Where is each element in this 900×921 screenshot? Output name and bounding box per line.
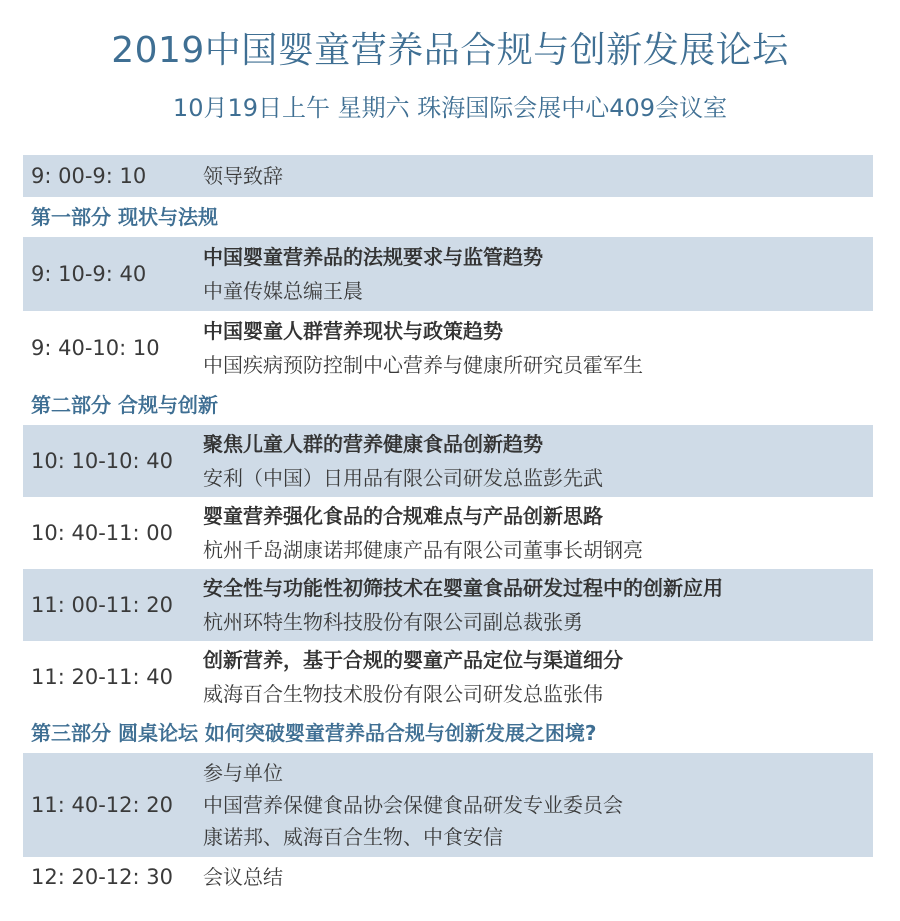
time-slot: 9: 10-9: 40 bbox=[31, 262, 147, 286]
roundtable-org: 中国营养保健食品协会保健食品研发专业委员会 bbox=[203, 793, 623, 817]
time-slot: 10: 40-11: 00 bbox=[31, 521, 173, 545]
section-heading-2: 第二部分 合规与创新 bbox=[31, 393, 218, 417]
talk-topic: 中国婴童营养品的法规要求与监管趋势 bbox=[203, 245, 543, 269]
time-slot: 9: 00-9: 10 bbox=[31, 164, 147, 188]
section-heading-3: 第三部分 圆桌论坛 如何突破婴童营养品合规与创新发展之困境? bbox=[31, 721, 597, 745]
talk-speaker: 杭州环特生物科技股份有限公司副总裁张勇 bbox=[203, 610, 583, 634]
agenda-row bbox=[23, 311, 873, 385]
time-slot: 12: 20-12: 30 bbox=[31, 865, 173, 889]
agenda-table bbox=[23, 155, 873, 897]
roundtable-participants: 康诺邦、威海百合生物、中食安信 bbox=[203, 825, 503, 849]
agenda-row-opening bbox=[23, 155, 873, 197]
time-slot: 11: 20-11: 40 bbox=[31, 665, 173, 689]
time-slot: 9: 40-10: 10 bbox=[31, 336, 160, 360]
talk-topic: 创新营养，基于合规的婴童产品定位与渠道细分 bbox=[203, 648, 623, 672]
talk-topic: 婴童营养强化食品的合规难点与产品创新思路 bbox=[203, 504, 603, 528]
agenda-row bbox=[23, 569, 873, 641]
talk-topic: 中国婴童人群营养现状与政策趋势 bbox=[203, 319, 503, 343]
forum-title: 2019中国婴童营养品合规与创新发展论坛 bbox=[111, 30, 789, 71]
agenda-row-closing bbox=[23, 857, 873, 897]
time-slot: 10: 10-10: 40 bbox=[31, 449, 173, 473]
agenda-row bbox=[23, 425, 873, 497]
agenda-row bbox=[23, 237, 873, 311]
talk-topic: 安全性与功能性初筛技术在婴童食品研发过程中的创新应用 bbox=[203, 576, 723, 600]
talk-speaker: 中童传媒总编王晨 bbox=[203, 279, 363, 303]
agenda-row bbox=[23, 497, 873, 569]
talk-speaker: 中国疾病预防控制中心营养与健康所研究员霍军生 bbox=[203, 353, 643, 377]
talk-speaker: 安利（中国）日用品有限公司研发总监彭先武 bbox=[203, 466, 603, 490]
time-slot: 11: 00-11: 20 bbox=[31, 593, 173, 617]
roundtable-label: 参与单位 bbox=[203, 761, 283, 785]
time-slot: 11: 40-12: 20 bbox=[31, 793, 173, 817]
talk-speaker: 威海百合生物技术股份有限公司研发总监张伟 bbox=[203, 682, 603, 706]
forum-subtitle: 10月19日上午 星期六 珠海国际会展中心409会议室 bbox=[172, 94, 728, 122]
agenda-row bbox=[23, 641, 873, 713]
session-title: 领导致辞 bbox=[203, 164, 283, 188]
agenda-row-roundtable bbox=[23, 753, 873, 857]
section-heading-1: 第一部分 现状与法规 bbox=[31, 205, 218, 229]
session-title: 会议总结 bbox=[203, 865, 283, 889]
talk-topic: 聚焦儿童人群的营养健康食品创新趋势 bbox=[203, 432, 543, 456]
talk-speaker: 杭州千岛湖康诺邦健康产品有限公司董事长胡钢亮 bbox=[203, 538, 643, 562]
